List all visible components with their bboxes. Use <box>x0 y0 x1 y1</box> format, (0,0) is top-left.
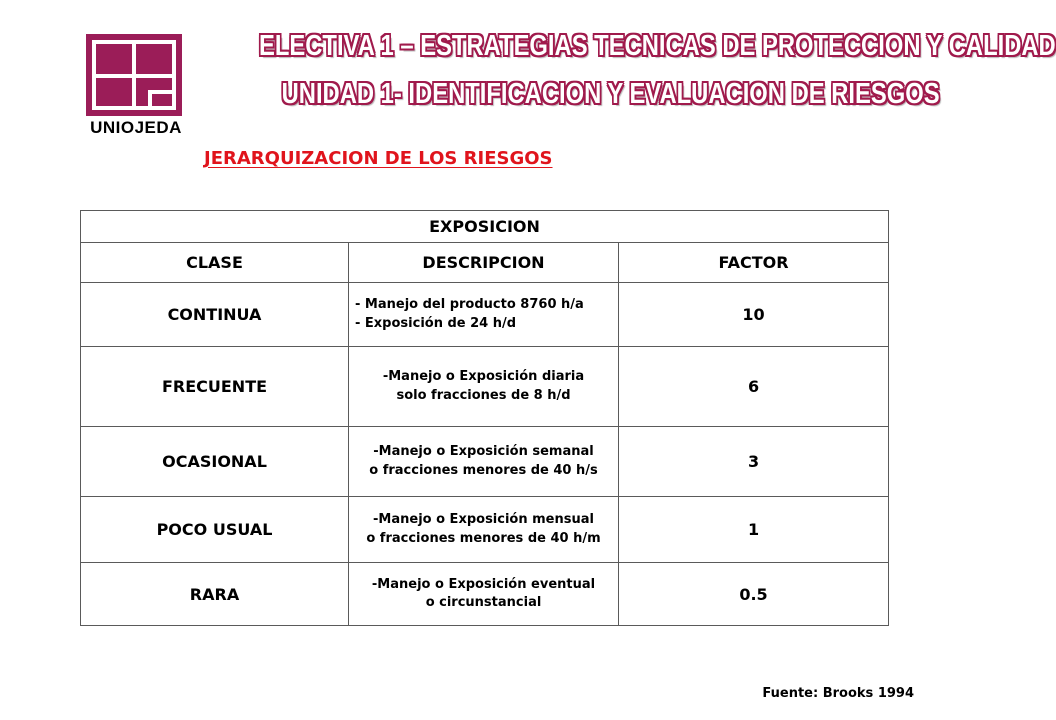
header-line-2: UNIDAD 1- IDENTIFICACION Y EVALUACION DE RIESGOS <box>281 78 940 110</box>
uniojeda-logo-icon <box>86 34 182 116</box>
row-factor: 6 <box>619 347 889 427</box>
desc-line: -Manejo o Exposición eventual <box>371 576 596 592</box>
row-factor: 0.5 <box>619 563 889 626</box>
header-descripcion: DESCRIPCION <box>349 243 619 283</box>
section-title: JERARQUIZACION DE LOS RIESGOS <box>204 148 553 169</box>
header-line-1: ELECTIVA 1 – ESTRATEGIAS TECNICAS DE PROTECCION Y CALIDAD <box>259 30 1056 62</box>
header-factor: FACTOR <box>619 243 889 283</box>
uniojeda-logo <box>84 34 184 144</box>
row-descripcion <box>349 283 619 347</box>
desc-line: - Exposición de 24 h/d <box>355 315 517 331</box>
row-factor: 10 <box>619 283 889 347</box>
table-row <box>81 497 889 563</box>
logo-text: UNIOJEDA <box>90 118 182 137</box>
desc-line: o fracciones menores de 40 h/s <box>369 462 598 478</box>
table-row <box>81 283 889 347</box>
header-clase: CLASE <box>81 243 349 283</box>
row-clase: CONTINUA <box>81 283 349 347</box>
row-clase: OCASIONAL <box>81 427 349 497</box>
exposure-table <box>80 210 889 626</box>
desc-line: o fracciones menores de 40 h/m <box>366 530 601 546</box>
table-row <box>81 427 889 497</box>
row-descripcion <box>349 347 619 427</box>
row-descripcion <box>349 427 619 497</box>
desc-line: - Manejo del producto 8760 h/a <box>355 297 584 313</box>
table-row <box>81 563 889 626</box>
row-clase: POCO USUAL <box>81 497 349 563</box>
desc-line: -Manejo o Exposición mensual <box>373 512 594 528</box>
source-citation: Fuente: Brooks 1994 <box>762 686 914 701</box>
row-descripcion <box>349 497 619 563</box>
table-row <box>81 347 889 427</box>
row-factor: 3 <box>619 427 889 497</box>
desc-line: solo fracciones de 8 h/d <box>396 387 571 403</box>
table-caption: EXPOSICION <box>81 211 889 243</box>
row-clase: FRECUENTE <box>81 347 349 427</box>
row-clase: RARA <box>81 563 349 626</box>
desc-line: -Manejo o Exposición diaria <box>382 369 585 385</box>
desc-line: o circunstancial <box>425 595 542 610</box>
row-factor: 1 <box>619 497 889 563</box>
row-descripcion <box>349 563 619 626</box>
desc-line: -Manejo o Exposición semanal <box>373 444 594 460</box>
